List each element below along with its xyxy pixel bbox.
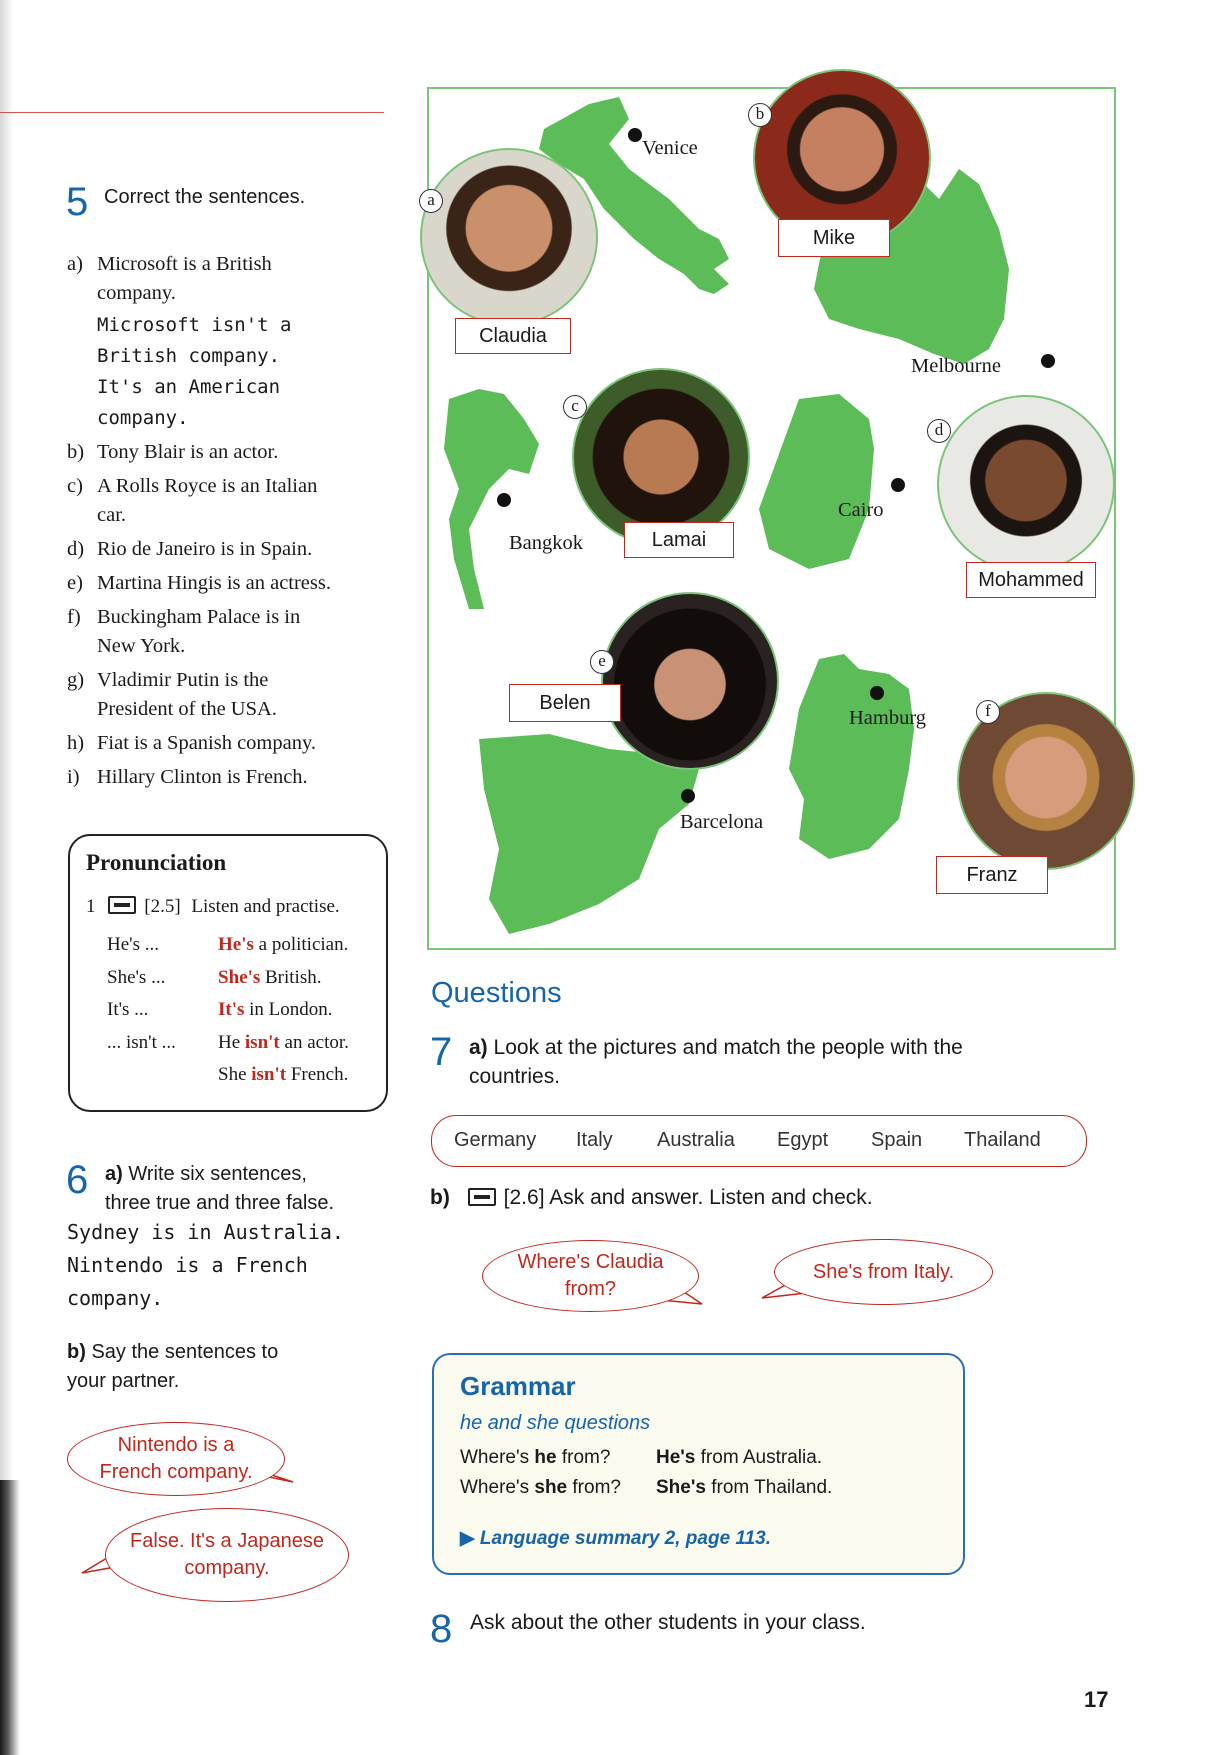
- grammar-questions: [460, 1443, 621, 1503]
- cassette-icon: [108, 896, 136, 914]
- grammar-answer: [656, 1473, 832, 1503]
- track-number: [2.6]: [503, 1186, 545, 1209]
- grammar-title: Grammar: [460, 1371, 576, 1401]
- part-label: b): [430, 1186, 450, 1209]
- pronunciation-number: 1: [86, 896, 96, 917]
- instruction-text: Ask and answer. Listen and check.: [549, 1186, 873, 1209]
- prompt-text: ... isn't ...: [107, 1031, 176, 1053]
- list-item: [67, 763, 397, 792]
- item-text: company.: [97, 282, 176, 304]
- name-label-mohammed: Mohammed: [966, 562, 1096, 598]
- item-text: New York.: [97, 635, 186, 657]
- speech-bubble-question: [482, 1240, 699, 1312]
- part-label: a): [105, 1163, 123, 1185]
- item-letter: c): [67, 475, 83, 497]
- handwritten-sentences: [67, 1216, 344, 1315]
- item-letter: i): [67, 766, 80, 788]
- example-bold: She's: [218, 966, 261, 988]
- instruction-text: countries.: [469, 1065, 561, 1088]
- exercise-8-number: 8: [430, 1607, 453, 1651]
- name-label-franz: Franz: [936, 856, 1048, 894]
- example-row: [218, 929, 349, 962]
- exercise-7-number: 7: [430, 1030, 453, 1074]
- bubble-line: False. It's a Japanese: [130, 1530, 324, 1552]
- thailand-shape: [444, 389, 539, 609]
- handwriting-line: company.: [67, 1286, 164, 1310]
- example-bold: isn't: [244, 1031, 280, 1053]
- track-number: [2.5]: [144, 896, 181, 917]
- country-word: Spain: [871, 1129, 923, 1151]
- bubble-line: company.: [184, 1557, 270, 1579]
- item-text: President of the USA.: [97, 698, 277, 720]
- grammar-answers: [656, 1443, 832, 1503]
- item-letter: d): [67, 538, 85, 560]
- list-item: [67, 535, 397, 564]
- city-dot-hamburg: [870, 686, 884, 700]
- example-row: [218, 1059, 349, 1092]
- handwriting-line: Sydney is in Australia.: [67, 1220, 344, 1244]
- city-label-cairo: Cairo: [838, 499, 884, 521]
- country-word: Italy: [576, 1129, 613, 1151]
- example-bold: He's: [218, 934, 254, 955]
- country-word-box: [431, 1115, 1087, 1167]
- exercise-7a: [469, 1033, 963, 1091]
- exercise-5-number: 5: [66, 180, 89, 224]
- q-pre: Where's: [460, 1477, 535, 1498]
- example-bold: It's: [218, 999, 245, 1020]
- city-label-bangkok: Bangkok: [509, 532, 584, 554]
- city-label-hamburg: Hamburg: [849, 707, 927, 729]
- instruction-text: Say the sentences to: [91, 1341, 279, 1363]
- city-dot-cairo: [891, 478, 905, 492]
- a-bold: She's: [656, 1477, 706, 1498]
- city-dot-barcelona: [681, 789, 695, 803]
- portrait-mohammed: [937, 395, 1115, 573]
- bubble-line: French company.: [99, 1461, 253, 1483]
- portrait-belen: [601, 592, 779, 770]
- list-item: [67, 569, 397, 598]
- a-bold: He's: [656, 1447, 696, 1468]
- example-pre: He: [218, 1031, 245, 1053]
- handwriting-line: Nintendo is a French: [67, 1253, 308, 1277]
- language-summary-link[interactable]: [460, 1527, 771, 1550]
- item-text: car.: [97, 504, 127, 526]
- instruction-text: three true and three false.: [105, 1192, 335, 1214]
- city-dot-bangkok: [497, 493, 511, 507]
- q-bold: she: [534, 1477, 568, 1498]
- item-letter: e): [67, 572, 83, 594]
- list-item: [67, 666, 397, 695]
- pronunciation-title: Pronunciation: [86, 850, 227, 875]
- item-text: Buckingham Palace is in: [97, 606, 301, 628]
- item-letter: g): [67, 669, 85, 691]
- q-post: from?: [556, 1447, 611, 1468]
- speech-bubble-answer: [774, 1239, 993, 1305]
- a-post: from Australia.: [695, 1447, 823, 1468]
- item-letter: h): [67, 732, 85, 754]
- speech-bubble-reply: [105, 1508, 349, 1602]
- city-label-barcelona: Barcelona: [680, 811, 764, 833]
- example-rest: British.: [260, 966, 322, 988]
- city-dot-venice: [628, 128, 642, 142]
- pronunciation-instruction: [86, 896, 340, 918]
- bubble-line: She's from Italy.: [812, 1260, 955, 1283]
- exercise-5-title: Correct the sentences.: [104, 186, 306, 208]
- handwritten-answer: [67, 310, 397, 434]
- handwriting-line: Microsoft isn't a: [97, 314, 292, 336]
- q-bold: he: [534, 1447, 557, 1468]
- list-item: [67, 472, 397, 501]
- pronunciation-examples: [218, 929, 349, 1092]
- pronunciation-box: [68, 834, 388, 1112]
- example-row: [218, 994, 349, 1027]
- item-text: Martina Hingis is an actress.: [97, 572, 331, 594]
- item-letter: f): [67, 606, 81, 628]
- portrait-claudia: [420, 148, 598, 326]
- name-label-mike: Mike: [778, 219, 890, 257]
- cassette-icon: [468, 1188, 496, 1206]
- country-word: Australia: [657, 1129, 735, 1151]
- instruction-text: Listen and practise.: [191, 896, 340, 917]
- instruction-text: Look at the pictures and match the people with the: [493, 1036, 963, 1059]
- example-rest: in London.: [244, 999, 333, 1020]
- letter-marker-f: f: [976, 700, 1000, 724]
- exercise-8-text: Ask about the other students in your class.: [470, 1611, 866, 1634]
- example-rest: French.: [286, 1064, 349, 1085]
- exercise-6b: [67, 1338, 278, 1396]
- part-label: a): [469, 1036, 488, 1059]
- grammar-question: [460, 1443, 621, 1473]
- list-item: [67, 250, 397, 279]
- part-label: b): [67, 1341, 86, 1363]
- letter-marker-a: a: [419, 189, 443, 213]
- exercise-6a: [105, 1160, 334, 1218]
- example-rest: an actor.: [279, 1031, 349, 1053]
- instruction-text: Write six sentences,: [128, 1163, 307, 1185]
- page-spine-dark: [0, 1480, 20, 1755]
- portrait-lamai: [572, 368, 750, 546]
- example-pre: She: [218, 1064, 252, 1085]
- country-word: Egypt: [777, 1129, 829, 1151]
- speech-bubble-statement: [67, 1422, 285, 1496]
- grammar-box: [432, 1353, 965, 1575]
- example-row: [218, 962, 349, 995]
- name-label-belen: Belen: [509, 684, 621, 722]
- letter-marker-d: d: [927, 419, 951, 443]
- name-label-claudia: Claudia: [455, 318, 571, 354]
- item-text: Vladimir Putin is the: [97, 669, 269, 691]
- example-rest: a politician.: [253, 934, 349, 955]
- arrow-right-icon: ▶: [460, 1528, 475, 1549]
- item-text: Rio de Janeiro is in Spain.: [97, 538, 313, 560]
- q-pre: Where's: [460, 1447, 535, 1468]
- bubble-line: Where's Claudia: [517, 1251, 664, 1273]
- grammar-answer: [656, 1443, 832, 1473]
- header-rule: [0, 112, 384, 113]
- city-dot-melbourne: [1041, 354, 1055, 368]
- bubble-line: Nintendo is a: [117, 1434, 235, 1456]
- list-item: [67, 603, 397, 632]
- country-word: Germany: [454, 1129, 537, 1151]
- country-word: Thailand: [964, 1129, 1041, 1151]
- letter-marker-e: e: [590, 650, 614, 674]
- item-letter: a): [67, 253, 83, 275]
- handwriting-line: It's an American: [97, 376, 281, 398]
- handwriting-line: company.: [97, 407, 189, 429]
- item-text: A Rolls Royce is an Italian: [97, 475, 318, 497]
- bubble-line: from?: [564, 1278, 617, 1300]
- exercise-6-number: 6: [66, 1158, 89, 1202]
- list-item: [67, 438, 397, 467]
- a-post: from Thailand.: [705, 1477, 833, 1498]
- handwriting-line: British company.: [97, 345, 281, 367]
- item-text: Hillary Clinton is French.: [97, 766, 308, 788]
- grammar-question: [460, 1473, 621, 1503]
- page-number: 17: [1084, 1687, 1109, 1712]
- prompt-text: She's ...: [107, 966, 166, 988]
- pronunciation-prompts: [107, 929, 176, 1059]
- city-label-melbourne: Melbourne: [911, 355, 1001, 377]
- list-item: [67, 729, 397, 758]
- egypt-shape: [759, 394, 874, 569]
- prompt-text: He's ...: [107, 934, 159, 955]
- exercise-5-list: [67, 250, 397, 792]
- item-text: Tony Blair is an actor.: [97, 441, 279, 463]
- example-row: [218, 1027, 349, 1060]
- name-label-lamai: Lamai: [624, 522, 734, 558]
- questions-heading: Questions: [431, 977, 562, 1009]
- letter-marker-b: b: [748, 103, 772, 127]
- q-post: from?: [567, 1477, 621, 1498]
- instruction-text: your partner.: [67, 1370, 180, 1392]
- germany-shape: [789, 654, 914, 859]
- example-bold: isn't: [251, 1064, 287, 1085]
- exercise-7b: [430, 1186, 873, 1210]
- item-text: Microsoft is a British: [97, 253, 272, 275]
- item-text: Fiat is a Spanish company.: [97, 732, 317, 754]
- city-label-venice: Venice: [642, 137, 698, 159]
- item-letter: b): [67, 441, 85, 463]
- link-text: Language summary 2, page 113.: [479, 1528, 772, 1549]
- grammar-subtitle: he and she questions: [460, 1412, 651, 1434]
- letter-marker-c: c: [563, 395, 587, 419]
- prompt-text: It's ...: [107, 999, 149, 1020]
